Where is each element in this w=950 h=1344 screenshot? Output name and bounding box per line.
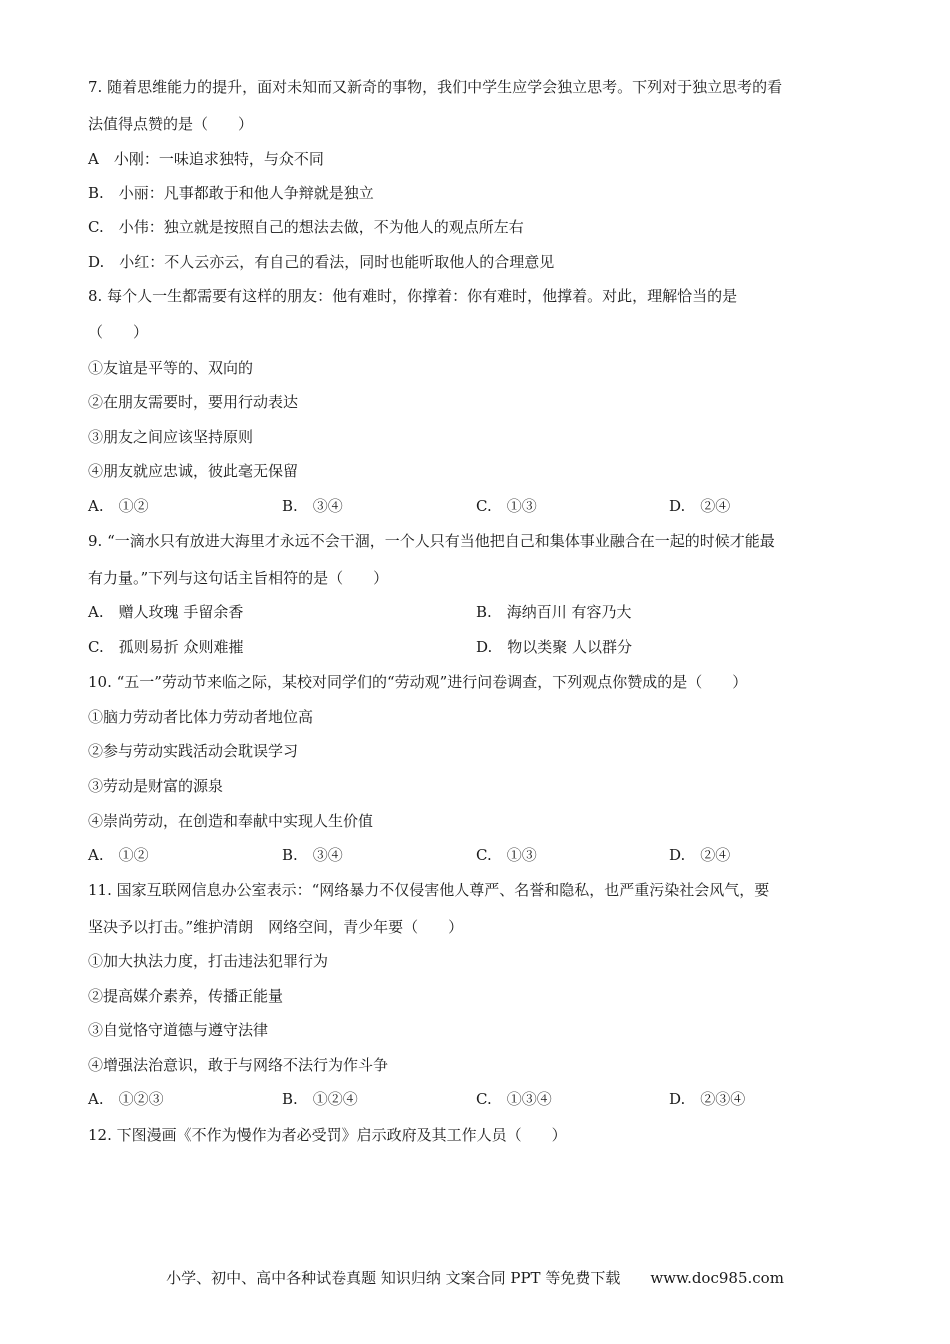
question-11-choice-a: A. ①②③ — [88, 1090, 164, 1108]
question-8-item-1: ①友谊是平等的、双向的 — [88, 359, 254, 377]
question-8-item-3: ③朋友之间应该坚持原则 — [88, 428, 254, 446]
question-11-stem-line-1: 11. 国家互联网信息办公室表示：“网络暴力不仅侵害他人尊严、名誉和隐私，也严重污染社会风气，要 — [88, 881, 770, 899]
question-11-item-4: ④增强法治意识，敢于与网络不法行为作斗争 — [88, 1056, 389, 1074]
question-9-choice-d: D. 物以类聚 人以群分 — [476, 638, 633, 656]
question-10-item-4: ④崇尚劳动，在创造和奉献中实现人生价值 — [88, 812, 374, 830]
question-10-choice-d: D. ②④ — [669, 846, 731, 864]
question-7-stem-line-1: 7. 随着思维能力的提升，面对未知而又新奇的事物，我们中学生应学会独立思考。下列对于独立思考的看 — [88, 78, 783, 96]
page-footer: 小学、初中、高中各种试卷真题 知识归纳 文案合同 PPT 等免费下载 www.doc985.com — [166, 1269, 784, 1287]
question-9-choice-b: B. 海纳百川 有容乃大 — [476, 603, 632, 621]
question-11-choice-c: C. ①③④ — [476, 1090, 552, 1108]
question-11-item-1: ①加大执法力度，打击违法犯罪行为 — [88, 952, 329, 970]
question-9-choice-a: A. 赠人玫瑰 手留余香 — [88, 603, 244, 621]
question-8-choice-b: B. ③④ — [282, 497, 343, 515]
question-10-item-3: ③劳动是财富的源泉 — [88, 777, 224, 795]
question-8-stem-line-1: 8. 每个人一生都需要有这样的朋友：他有难时，你撑着：你有难时，他撑着。对此，理解恰当的是 — [88, 287, 738, 305]
question-10-item-1: ①脑力劳动者比体力劳动者地位高 — [88, 708, 314, 726]
question-8-choice-c: C. ①③ — [476, 497, 537, 515]
question-9-choice-c: C. 孤则易折 众则难摧 — [88, 638, 244, 656]
question-7-option-c: C. 小伟：独立就是按照自己的想法去做，不为他人的观点所左右 — [88, 218, 524, 236]
question-11-choice-b: B. ①②④ — [282, 1090, 358, 1108]
question-10-choice-a: A. ①② — [88, 846, 149, 864]
question-8-item-4: ④朋友就应忠诚，彼此毫无保留 — [88, 462, 299, 480]
question-10-choice-b: B. ③④ — [282, 846, 343, 864]
question-8-stem-line-2: （ ） — [88, 323, 149, 341]
question-7-option-d: D. 小红：不人云亦云，有自己的看法，同时也能听取他人的合理意见 — [88, 253, 555, 271]
question-7-stem-line-2: 法值得点赞的是（ ） — [88, 115, 254, 133]
question-12-stem: 12. 下图漫画《不作为慢作为者必受罚》启示政府及其工作人员（ ） — [88, 1126, 567, 1144]
question-11-choice-d: D. ②③④ — [669, 1090, 746, 1108]
question-11-item-2: ②提高媒介素养，传播正能量 — [88, 987, 284, 1005]
question-9-stem-line-2: 有力量。”下列与这句话主旨相符的是（ ） — [88, 569, 389, 587]
question-10-stem: 10. “五一”劳动节来临之际，某校对同学们的“劳动观”进行问卷调查，下列观点你赞成的是（ ） — [88, 673, 748, 691]
question-8-choice-d: D. ②④ — [669, 497, 731, 515]
question-8-item-2: ②在朋友需要时，要用行动表达 — [88, 393, 299, 411]
question-10-item-2: ②参与劳动实践活动会耽误学习 — [88, 742, 299, 760]
question-7-option-a: A 小刚：一味追求独特，与众不同 — [88, 150, 324, 168]
question-8-choice-a: A. ①② — [88, 497, 149, 515]
question-9-stem-line-1: 9. “一滴水只有放进大海里才永远不会干涸，一个人只有当他把自己和集体事业融合在一起的时候才能最 — [88, 532, 775, 550]
question-7-option-b: B. 小丽：凡事都敢于和他人争辩就是独立 — [88, 184, 374, 202]
question-10-choice-c: C. ①③ — [476, 846, 537, 864]
question-11-item-3: ③自觉恪守道德与遵守法律 — [88, 1021, 269, 1039]
question-11-stem-line-2: 坚决予以打击。”维护清朗 网络空间，青少年要（ ） — [88, 918, 464, 936]
